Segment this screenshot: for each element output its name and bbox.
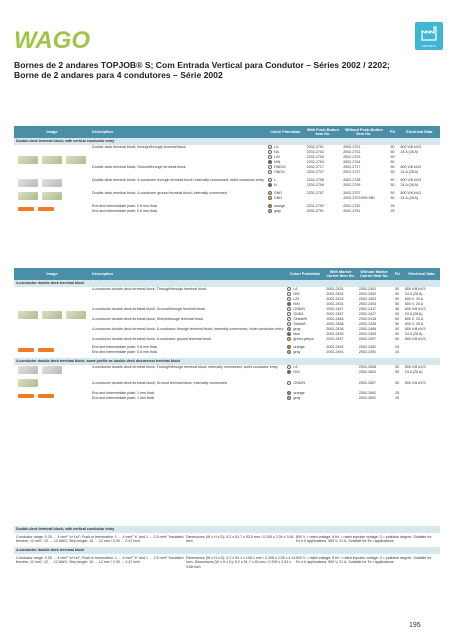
description: 4-conductor double-deck terminal block; Ground terminal block; internally commoned <box>92 380 228 385</box>
item-number-without: 2002-2407 <box>358 337 377 341</box>
potential-label: blue <box>293 332 301 336</box>
column-header: Electrical Data <box>403 268 440 280</box>
packing-unit: 50 <box>390 170 395 174</box>
electrical-data: 500 V/6 kV/3 <box>404 380 426 385</box>
item-number-with: 2202-2704 <box>306 160 324 164</box>
terminal-block-image <box>66 156 86 164</box>
column-header: Color/ Potentials <box>285 268 324 280</box>
column-header: Without Push-Button Item No. <box>341 126 386 138</box>
packing-unit: 25 <box>395 345 400 349</box>
potential-label: L/L <box>293 365 299 369</box>
color-dot-icon <box>287 381 291 385</box>
terminal-block-image <box>18 207 34 211</box>
electrical-data: 24 A (28 A) <box>400 150 419 154</box>
product-image-cell <box>14 204 90 214</box>
product-image-cell <box>14 287 90 342</box>
potential-label: orange <box>273 204 286 208</box>
terminal-block-image <box>38 348 54 352</box>
terminal-block-image <box>66 311 86 319</box>
color-dot-icon <box>287 396 291 400</box>
potential-label: N <box>273 183 277 187</box>
color-dot-icon <box>268 191 272 195</box>
item-number-with: 2002-2439 <box>326 332 344 336</box>
note-row <box>14 533 440 547</box>
column-header: Image <box>14 268 90 280</box>
item-number-without: 2002-2692 <box>358 391 377 395</box>
item-number-without: 2002-2708 <box>343 178 361 182</box>
item-number-without: 2002-2428 <box>358 322 377 326</box>
terminal-block-image <box>18 192 38 200</box>
color-dot-icon <box>268 165 272 169</box>
item-number-with: 2002-2437 <box>326 337 344 341</box>
electrical-data: 800 V/8 kV/3 <box>404 337 426 341</box>
item-number-without: 2002-2417 <box>358 307 377 311</box>
spacer-cell <box>14 401 440 404</box>
potential-label: orange <box>293 391 305 395</box>
packing-unit: 50 <box>390 191 395 195</box>
terminal-block-image <box>38 394 54 398</box>
packing-unit: 25 <box>395 350 400 354</box>
product-table-2 <box>14 268 440 404</box>
potential-label: N/L <box>273 150 280 154</box>
item-number-without: 2002-2707 <box>343 191 361 195</box>
color-dot-icon <box>287 307 291 311</box>
electrical-data: 800 V/8 kV/3 <box>404 307 426 311</box>
color-dot-icon <box>287 322 291 326</box>
color-dot-icon <box>268 145 272 149</box>
packing-unit: 50 <box>395 287 400 291</box>
item-number-without: 2002-2427 <box>358 312 377 316</box>
dimension-specs: Dimensions (W x H x D): 5.2 x 52.1 x 105.1 mm / 0.205 x 2.05 x 4.14 inch. Dimensions (W x H x D): 5.2 x 51.7 x 93 mm / 0.205 x 2.04 x 3.66 inch <box>186 555 296 569</box>
potential-label: Shield/N <box>293 317 307 321</box>
color-dot-icon <box>287 391 291 395</box>
color-dot-icon <box>287 327 291 331</box>
column-header: PU <box>386 126 398 138</box>
packing-unit: 50 <box>390 178 395 182</box>
packing-unit: 50 <box>390 145 395 149</box>
item-number-without: 2002-2408 <box>358 327 377 331</box>
item-number-without: 2002-2701 <box>343 145 361 149</box>
color-dot-icon <box>287 317 291 321</box>
description: End and intermediate plate; 0.8 mm thick <box>92 345 158 349</box>
description: Double-deck terminal block; through/through terminal block <box>92 145 186 149</box>
terminal-block-image <box>42 311 62 319</box>
section-title: 4-conductor double-deck terminal block; same profile as double-deck disconnect terminal block <box>14 358 440 365</box>
packing-unit: 50 <box>395 380 400 385</box>
item-number-without: 2002-2491 <box>358 350 377 354</box>
color-dot-icon <box>268 170 272 174</box>
packing-unit: 50 <box>395 332 400 336</box>
item-number-without: 2002-2409 <box>358 332 377 336</box>
description: End and intermediate plate; 0.8 mm thick <box>92 350 158 354</box>
item-number-without: 2002-2402 <box>358 292 377 296</box>
potential-label: GND <box>273 196 282 200</box>
factory-icon <box>415 22 443 50</box>
title-line-2: Borne de 2 andares para 4 condutores – Série 2002 <box>14 70 223 80</box>
product-image-cell <box>14 191 90 201</box>
column-header: Without Marker Carrier Item No. <box>357 268 392 280</box>
item-number-with: 2002-2433 <box>326 297 344 301</box>
terminal-block-image <box>18 156 38 164</box>
potential-label: L/L <box>273 145 279 149</box>
potential-label: N/N <box>293 370 300 374</box>
item-number-without: 2002-2707/999-950 <box>343 196 375 200</box>
spacer-cell <box>14 214 440 217</box>
item-number-without: 2002-2492 <box>358 345 377 349</box>
packing-unit: 50 <box>395 337 400 341</box>
packing-unit: 25 <box>390 204 395 208</box>
description: End and intermediate plate; 1 mm thick <box>92 391 155 395</box>
item-number-with: 2002-2491 <box>326 350 344 354</box>
color-dot-icon <box>268 178 272 182</box>
packing-unit: 50 <box>395 307 400 311</box>
item-number-without: 2002-2607 <box>358 380 377 385</box>
potential-label: gray <box>273 209 281 213</box>
packing-unit: 25 <box>390 209 395 213</box>
packing-unit: 50 <box>395 312 400 316</box>
potential-label: GND/L <box>273 170 285 174</box>
item-number-with: 2202-2701 <box>306 145 324 149</box>
item-number-without: 2002-2401 <box>358 287 377 291</box>
potential-label: L <box>273 178 276 182</box>
item-number-without: 2002-2418 <box>358 317 377 321</box>
item-number-with: 2002-2434 <box>326 302 344 306</box>
item-number-without: 2002-2717 <box>343 165 361 169</box>
potential-label: L/L <box>293 287 299 291</box>
item-number-with: 2202-2792 <box>306 204 324 208</box>
conductor-specs: Conductor range: 0.25 … 4 mm² "s+f-st"; Push-in termination: 1 … 4 mm² "s" and 1 … 2.5 mm² "insulated ferrules; 12 mm"; 22 … 12 AWG; Strip length: 10 … 12 mm / 0.39 … 0.47 inch <box>16 535 184 544</box>
electrical-data: 800 V/8 kV/3 <box>404 327 426 331</box>
electrical-data: 24 A (28 A) <box>400 183 419 187</box>
terminal-block-image <box>42 366 62 374</box>
terminal-block-image <box>18 379 38 387</box>
column-header: Description <box>90 126 266 138</box>
color-dot-icon <box>287 365 291 369</box>
potential-label: gray <box>293 350 301 354</box>
product-image-cell <box>14 391 90 401</box>
electrical-data: 800 V/8 kV/3 <box>400 145 422 149</box>
color-dot-icon <box>287 312 291 316</box>
color-dot-icon <box>268 150 272 154</box>
electrical-data: 800 V/8 kV/3 <box>400 178 422 182</box>
color-dot-icon <box>268 155 272 159</box>
electrical-data: 800 V/8 kV/3 <box>400 165 422 169</box>
page-number: 195 <box>409 622 421 629</box>
electrical-data: 800 V/8 kV/3 <box>400 191 422 195</box>
packing-unit: 50 <box>390 160 395 164</box>
terminal-block-image <box>18 179 38 187</box>
description: 4-conductor double-deck terminal block; 8-conductor through terminal block; internally commoned; violet conductor entry <box>92 327 284 331</box>
color-dot-icon <box>287 370 291 374</box>
color-dot-icon <box>287 287 291 291</box>
packing-unit: 25 <box>395 396 400 400</box>
product-image-cell <box>14 145 90 175</box>
potential <box>285 378 324 388</box>
electrical-data: 24 A (28 A) <box>404 292 423 296</box>
item-number-without: 2002-2691 <box>358 396 377 400</box>
item-number-without: 2002-2791 <box>343 209 361 213</box>
packing-unit: 50 <box>395 297 400 301</box>
item-number-with <box>324 378 357 388</box>
packing-unit: 50 <box>395 317 400 321</box>
section-row <box>14 280 440 287</box>
potential-label: GND/L <box>293 312 305 316</box>
column-header: With Marker Carrier Item No. <box>324 268 357 280</box>
technical-notes <box>14 526 440 572</box>
color-dot-icon <box>268 196 272 200</box>
packing-unit: 50 <box>395 365 400 369</box>
column-header: PU <box>392 268 403 280</box>
potential-label: orange <box>293 345 305 349</box>
packing-unit: 50 <box>395 327 400 331</box>
item-number-with: 2202-2707 <box>306 191 324 195</box>
terminal-block-image <box>42 192 62 200</box>
electrical-data: 24 A (28 A) <box>400 196 419 200</box>
color-dot-icon <box>287 302 291 306</box>
item-number-with: 2202-2708 <box>306 178 324 182</box>
description: Double-deck terminal block; 4-conductor ground terminal block; internally commoned <box>92 191 227 195</box>
item-number-with: 2202-2709 <box>306 183 324 187</box>
note-section-title: Double-deck terminal block; with vertical conductor entry <box>14 526 440 533</box>
item-number-with: 2202-2727 <box>306 170 324 174</box>
item-number-without: 2002-2702 <box>343 150 361 154</box>
item-number-without: 2002-2604 <box>358 370 377 374</box>
rating-specs: 800 V = rated voltage; 8 kV = rated impulse voltage; 3 = pollution degree. Suitable for Ex e II applications: 550 V, 21 A. Suitable for Ex i applications <box>296 535 432 544</box>
potential-label: gray <box>293 327 301 331</box>
electrical-data: 600 V, 20 A <box>404 297 424 301</box>
item-number-with: 2002-2431 <box>326 287 344 291</box>
electrical-data: 24 A (28 A) <box>400 170 419 174</box>
packing-unit: 50 <box>390 183 395 187</box>
section-row <box>14 138 440 145</box>
column-header: Description <box>90 268 285 280</box>
item-number-with: 2002-2457 <box>326 312 344 316</box>
terminal-block-image <box>18 348 34 352</box>
potential-label: gray <box>293 396 301 400</box>
column-header: Image <box>14 126 90 138</box>
item-number-without: 2002-2703 <box>343 155 361 159</box>
terminal-block-image <box>18 394 34 398</box>
conductor-specs: Conductor range: 0.25 … 4 mm² "s+f-st"; Push-in termination: 1 … 4 mm² "s" and 1 … 2.5 mm² "insulated ferrules; 12 mm"; 22 … 12 AWG; Strip length: 10 … 12 mm / 0.39 … 0.47 inch <box>16 555 184 565</box>
packing-unit: 50 <box>390 196 395 200</box>
color-dot-icon <box>268 204 272 208</box>
color-dot-icon <box>287 345 291 349</box>
color-dot-icon <box>268 209 272 213</box>
description: 4-conductor double-deck terminal block; Shield/through terminal block <box>92 317 204 321</box>
note-row <box>14 554 440 572</box>
rating-specs: 800 V = rated voltage; 8 kV = rated impulse voltage; 3 = pollution degree. Suitable for Ex e II applications: 550 V, 21 A. Suitable for Ex i applications <box>296 555 432 565</box>
product-table-1 <box>14 126 440 217</box>
product-image-cell <box>14 365 90 375</box>
terminal-block-image <box>42 179 62 187</box>
terminal-block-image <box>38 207 54 211</box>
potential-label: L/N <box>293 297 299 301</box>
item-number-with: 2202-2717 <box>306 165 324 169</box>
electrical-data: 800 V/8 kV/3 <box>404 287 426 291</box>
dimension-specs: Dimensions (W x H x D): 5.2 x 51.7 x 93.5 mm / 0.205 x 2.04 x 3.64 inch <box>186 535 294 544</box>
item-number-without: 2002-2792 <box>343 204 361 208</box>
potential-label: L/N <box>273 155 280 159</box>
terminal-block-image <box>18 311 38 319</box>
potential-label: GND/N <box>293 380 305 385</box>
spacer-row <box>14 401 440 404</box>
terminal-block-image <box>18 366 38 374</box>
item-number-without: 2002-2608 <box>358 365 377 369</box>
product-image-cell <box>14 345 90 355</box>
packing-unit: 50 <box>390 150 395 154</box>
color-dot-icon <box>287 292 291 296</box>
description: End and intermediate plate; 1 mm thick <box>92 396 155 400</box>
electrical-data: 24 A (28 A) <box>404 370 423 374</box>
product-image-cell <box>14 178 90 188</box>
color-dot-icon <box>287 337 291 341</box>
electrical-data: 600 V, 20 A <box>404 317 424 321</box>
spacer-row <box>14 214 440 217</box>
packing-unit: 50 <box>395 322 400 326</box>
item-number-with: 2002-2458 <box>326 322 344 326</box>
item-number-with: 2002-2447 <box>326 307 344 311</box>
description: 4-conductor double-deck terminal block; Through/through terminal block <box>92 287 207 291</box>
potential-label: N/N <box>273 160 281 164</box>
item-number-without: 2002-2404 <box>358 302 377 306</box>
item-number-with: 2002-2492 <box>326 345 344 349</box>
color-dot-icon <box>268 183 272 187</box>
electrical-data: 24 A (28 A) <box>404 332 423 336</box>
item-number-with: 2002-2432 <box>326 292 344 296</box>
potential-label: N/N <box>293 292 300 296</box>
item-number-without: 2002-2709 <box>343 183 361 187</box>
page-title <box>14 60 434 80</box>
item-number-with: 2202-2703 <box>306 155 324 159</box>
item-number-with: 2202-2702 <box>306 150 324 154</box>
column-header: Electrical Data <box>399 126 440 138</box>
item-number-with: 2002-2448 <box>326 317 344 321</box>
color-dot-icon <box>287 297 291 301</box>
packing-unit: 50 <box>395 292 400 296</box>
note-section-title: 4-conductor double-deck terminal block <box>14 547 440 554</box>
item-number-without: 2002-2727 <box>343 170 361 174</box>
column-header: With Push-Button Item No. <box>305 126 342 138</box>
item-number-with: 2002-2438 <box>326 327 344 331</box>
section-title: 4-conductor double-deck terminal block <box>14 280 440 287</box>
electrical-data: 24 A (28 A) <box>404 312 423 316</box>
color-dot-icon <box>287 332 291 336</box>
description: End and intermediate plate; 0.8 mm thick <box>92 209 158 213</box>
description: End and intermediate plate; 0.8 mm thick <box>92 204 158 208</box>
packing-unit: 50 <box>390 155 395 159</box>
potential-label: N/N <box>293 302 300 306</box>
logo-text: WAGO <box>14 27 90 52</box>
electrical-data: 600 V, 20 A <box>404 322 424 326</box>
description: 4-conductor double-deck terminal block; 8-conductor ground terminal block <box>92 337 212 341</box>
color-dot-icon <box>268 160 272 164</box>
description: Double-deck terminal block; 4-conductor through terminal block; internally commoned; violet conductor entry <box>92 178 264 182</box>
corner-caption: CONTROL <box>421 44 437 48</box>
packing-unit: 50 <box>395 370 400 374</box>
packing-unit: 50 <box>390 165 395 169</box>
column-header: Color/ Potentials <box>266 126 305 138</box>
product-image-cell <box>14 378 90 388</box>
potential-label: GND <box>273 191 282 195</box>
description: 4-conductor double-deck terminal block; Through/through terminal block; internally commoned; violet conductor entry <box>92 365 278 369</box>
potential-label: green-yellow <box>293 337 314 341</box>
color-dot-icon <box>287 350 291 354</box>
item-number-without: 2002-2403 <box>358 297 377 301</box>
item-number-without: 2002-2704 <box>343 160 361 164</box>
electrical-data: 500 V/6 kV/3 <box>404 365 426 369</box>
title-line-1: Bornes de 2 andares TOPJOB® S; Com Entrada Vertical para Condutor – Séries 2002 / 2202; <box>14 60 390 70</box>
description: 4-conductor double-deck terminal block; Ground/through terminal block <box>92 307 206 311</box>
packing-unit: 50 <box>395 302 400 306</box>
section-row <box>14 358 440 365</box>
table-row <box>14 378 440 388</box>
terminal-block-image <box>42 156 62 164</box>
electrical-data: 600 V, 20 A <box>404 302 424 306</box>
wago-logo <box>14 26 102 52</box>
item-number-with: 2002-2791 <box>306 209 324 213</box>
description: Double-deck terminal block; Ground/through terminal block <box>92 165 186 169</box>
potential-label: Shield/L <box>293 322 307 326</box>
packing-unit: 25 <box>395 391 400 395</box>
potential-label: GND/N <box>273 165 286 169</box>
potential-label: GND/N <box>293 307 305 311</box>
section-title: Double-deck terminal block; with vertical conductor entry <box>14 138 440 145</box>
